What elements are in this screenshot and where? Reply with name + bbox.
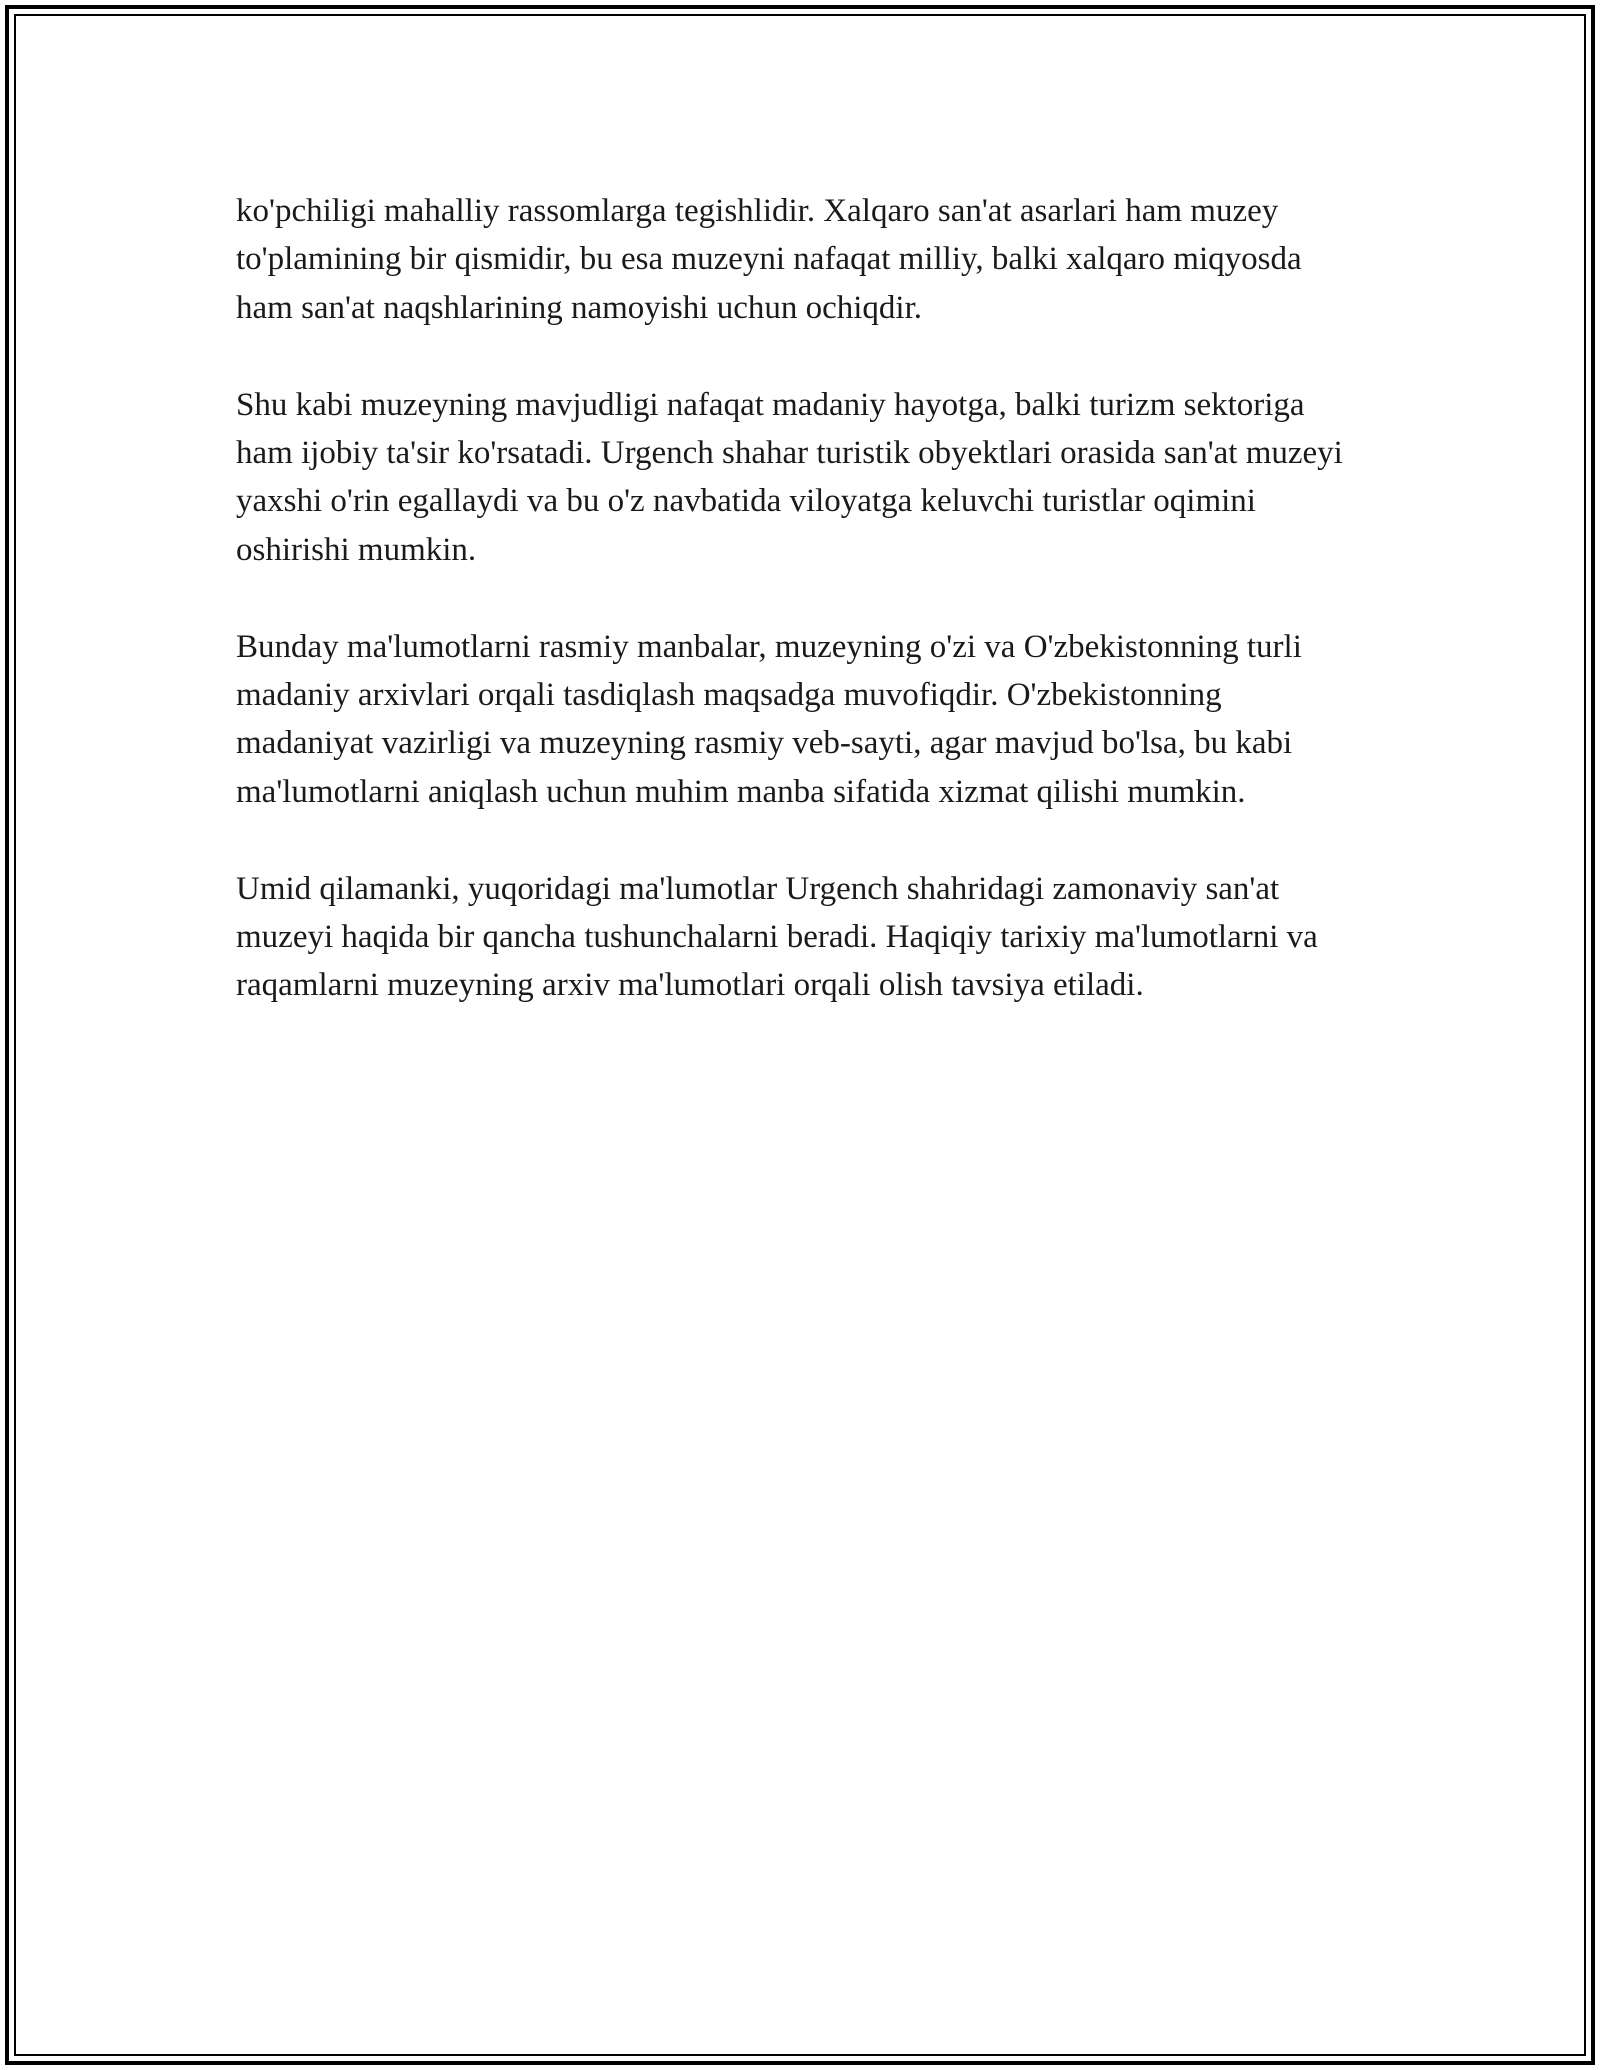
- paragraph-2: Shu kabi muzeyning mavjudligi nafaqat madaniy hayotga, balki turizm sektoriga ham ijobiy ta'sir ko'rsatadi. Urgench shahar turistik obyektlari orasida san'at muzeyi yaxshi o'rin egallaydi va bu o'z navbatida viloyatga keluvchi turistlar oqimini oshirishi mumkin.: [236, 386, 1343, 568]
- paragraph-4: Umid qilamanki, yuqoridagi ma'lumotlar Urgench shahridagi zamonaviy san'at muzeyi haqida bir qancha tushunchalarni beradi. Haqiqiy tarixiy ma'lumotlarni va raqamlarni muzeyning arxiv ma'lumotlari orqali olish tavsiya etiladi.: [236, 870, 1318, 1004]
- document-body: [236, 187, 1366, 1058]
- paragraph-1: ko'pchiligi mahalliy rassomlarga tegishlidir. Xalqaro san'at asarlari ham muzey to'plamining bir qismidir, bu esa muzeyni nafaqat milliy, balki xalqaro miqyosda ham san'at naqshlarining namoyishi uchun ochiqdir.: [236, 193, 1302, 326]
- paragraph-3: Bunday ma'lumotlarni rasmiy manbalar, muzeyning o'zi va O'zbekistonning turli madaniy arxivlari orqali tasdiqlash maqsadga muvofiqdir. O'zbekistonning madaniyat vazirligi va muzeyning rasmiy veb-sayti, agar mavjud bo'lsa, bu kabi ma'lumotlarni aniqlash uchun muhim manba sifatida xizmat qilishi mumkin.: [236, 628, 1302, 810]
